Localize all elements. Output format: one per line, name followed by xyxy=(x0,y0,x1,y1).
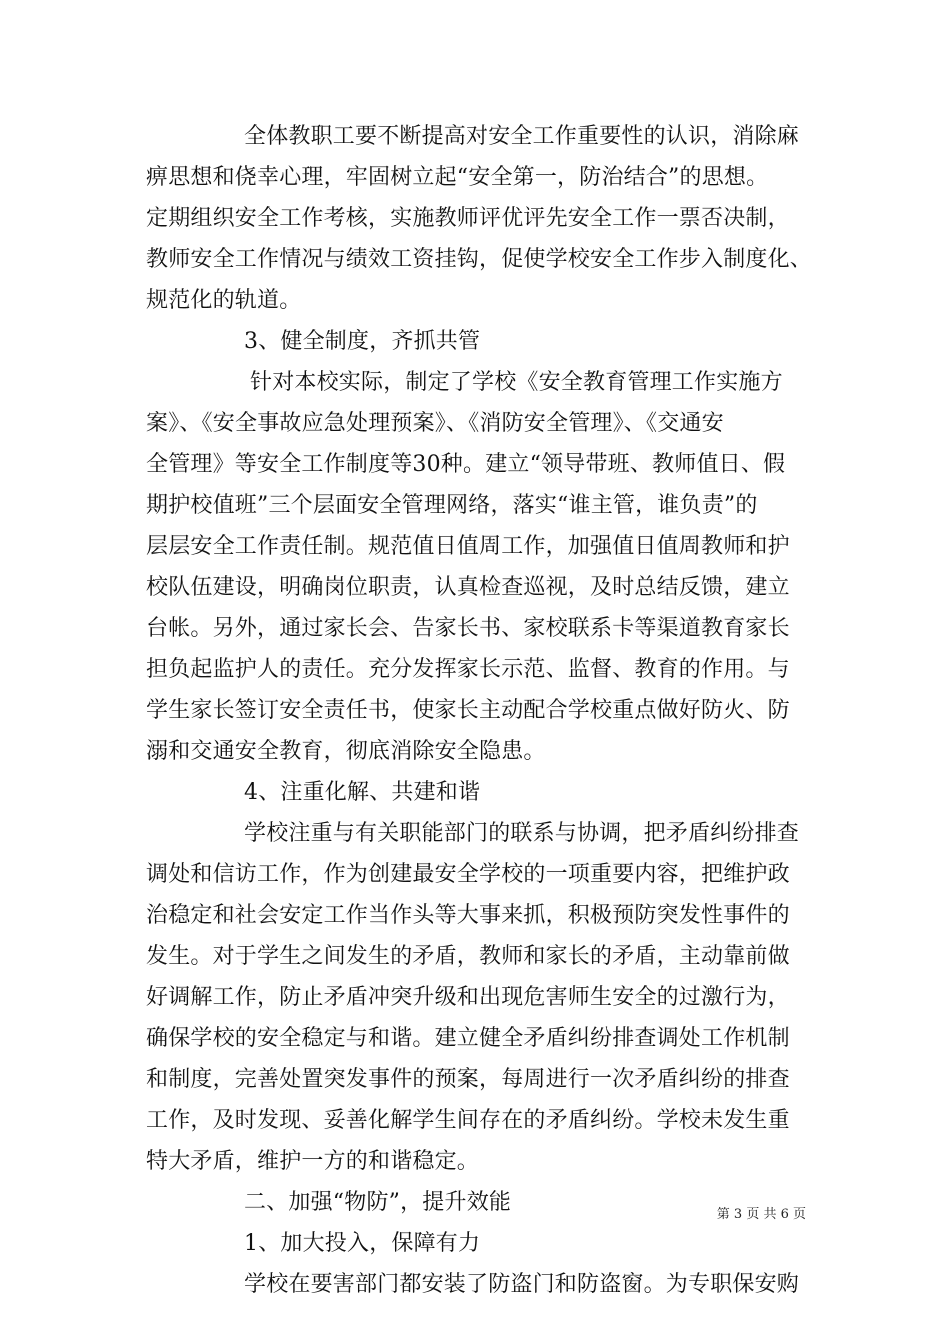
paragraph-line: 特大矛盾，维护一方的和谐稳定。 xyxy=(146,1149,480,1174)
page-number: 第 3 页 共 6 页 xyxy=(716,1207,806,1222)
paragraph-line: 治稳定和社会安定工作当作头等大事来抓，积极预防突发性事件的 xyxy=(146,903,790,928)
paragraph-line: 担负起监护人的责任。充分发挥家长示范、监督、教育的作用。与 xyxy=(146,657,790,682)
paragraph-line: 调处和信访工作，作为创建最安全学校的一项重要内容，把维护政 xyxy=(146,862,790,887)
paragraph-line: 规范化的轨道。 xyxy=(146,288,302,313)
section-heading: 4、注重化解、共建和谐 xyxy=(244,780,481,805)
paragraph-line: 全体教职工要不断提高对安全工作重要性的认识，消除麻 xyxy=(244,124,800,149)
paragraph-line: 痹思想和侥幸心理，牢固树立起“安全第一，防治结合”的思想。 xyxy=(146,165,769,190)
paragraph-line: 校队伍建设，明确岗位职责，认真检查巡视，及时总结反馈，建立 xyxy=(146,575,790,600)
paragraph-line: 教师安全工作情况与绩效工资挂钩，促使学校安全工作步入制度化、 xyxy=(146,247,813,272)
paragraph-line: 学校在要害部门都安装了防盗门和防盗窗。为专职保安购 xyxy=(244,1272,800,1297)
paragraph-line: 溺和交通安全教育，彻底消除安全隐患。 xyxy=(146,739,546,764)
paragraph-line: 期护校值班”三个层面安全管理网络，落实“谁主管，谁负责”的 xyxy=(146,493,758,518)
paragraph-line: 学校注重与有关职能部门的联系与协调，把矛盾纠纷排查 xyxy=(244,821,800,846)
paragraph-line: 台帐。另外，通过家长会、告家长书、家校联系卡等渠道教育家长 xyxy=(146,616,790,641)
paragraph-line: 层层安全工作责任制。规范值日值周工作，加强值日值周教师和护 xyxy=(146,534,790,559)
paragraph-line: 工作，及时发现、妥善化解学生间存在的矛盾纠纷。学校未发生重 xyxy=(146,1108,790,1133)
section-heading: 二、加强“物防”，提升效能 xyxy=(244,1190,512,1215)
section-heading: 3、健全制度，齐抓共管 xyxy=(244,329,481,354)
document-body xyxy=(146,116,814,1305)
paragraph-line: 案》、《安全事故应急处理预案》、《消防安全管理》、《交通安 xyxy=(146,411,724,436)
paragraph-line: 全管理》等安全工作制度等30种。建立“领导带班、教师值日、假 xyxy=(146,452,786,477)
paragraph-line: 定期组织安全工作考核，实施教师评优评先安全工作一票否决制， xyxy=(146,206,790,231)
paragraph-line: 和制度，完善处置突发事件的预案，每周进行一次矛盾纠纷的排查 xyxy=(146,1067,790,1092)
section-heading: 1、加大投入，保障有力 xyxy=(244,1231,481,1256)
paragraph-line: 发生。对于学生之间发生的矛盾，教师和家长的矛盾，主动靠前做 xyxy=(146,944,790,969)
paragraph-line: 学生家长签订安全责任书，使家长主动配合学校重点做好防火、防 xyxy=(146,698,790,723)
paragraph-line: 确保学校的安全稳定与和谐。建立健全矛盾纠纷排查调处工作机制 xyxy=(146,1026,790,1051)
paragraph-line: 好调解工作，防止矛盾冲突升级和出现危害师生安全的过激行为， xyxy=(146,985,790,1010)
paragraph-line: 针对本校实际，制定了学校《安全教育管理工作实施方 xyxy=(250,370,783,395)
